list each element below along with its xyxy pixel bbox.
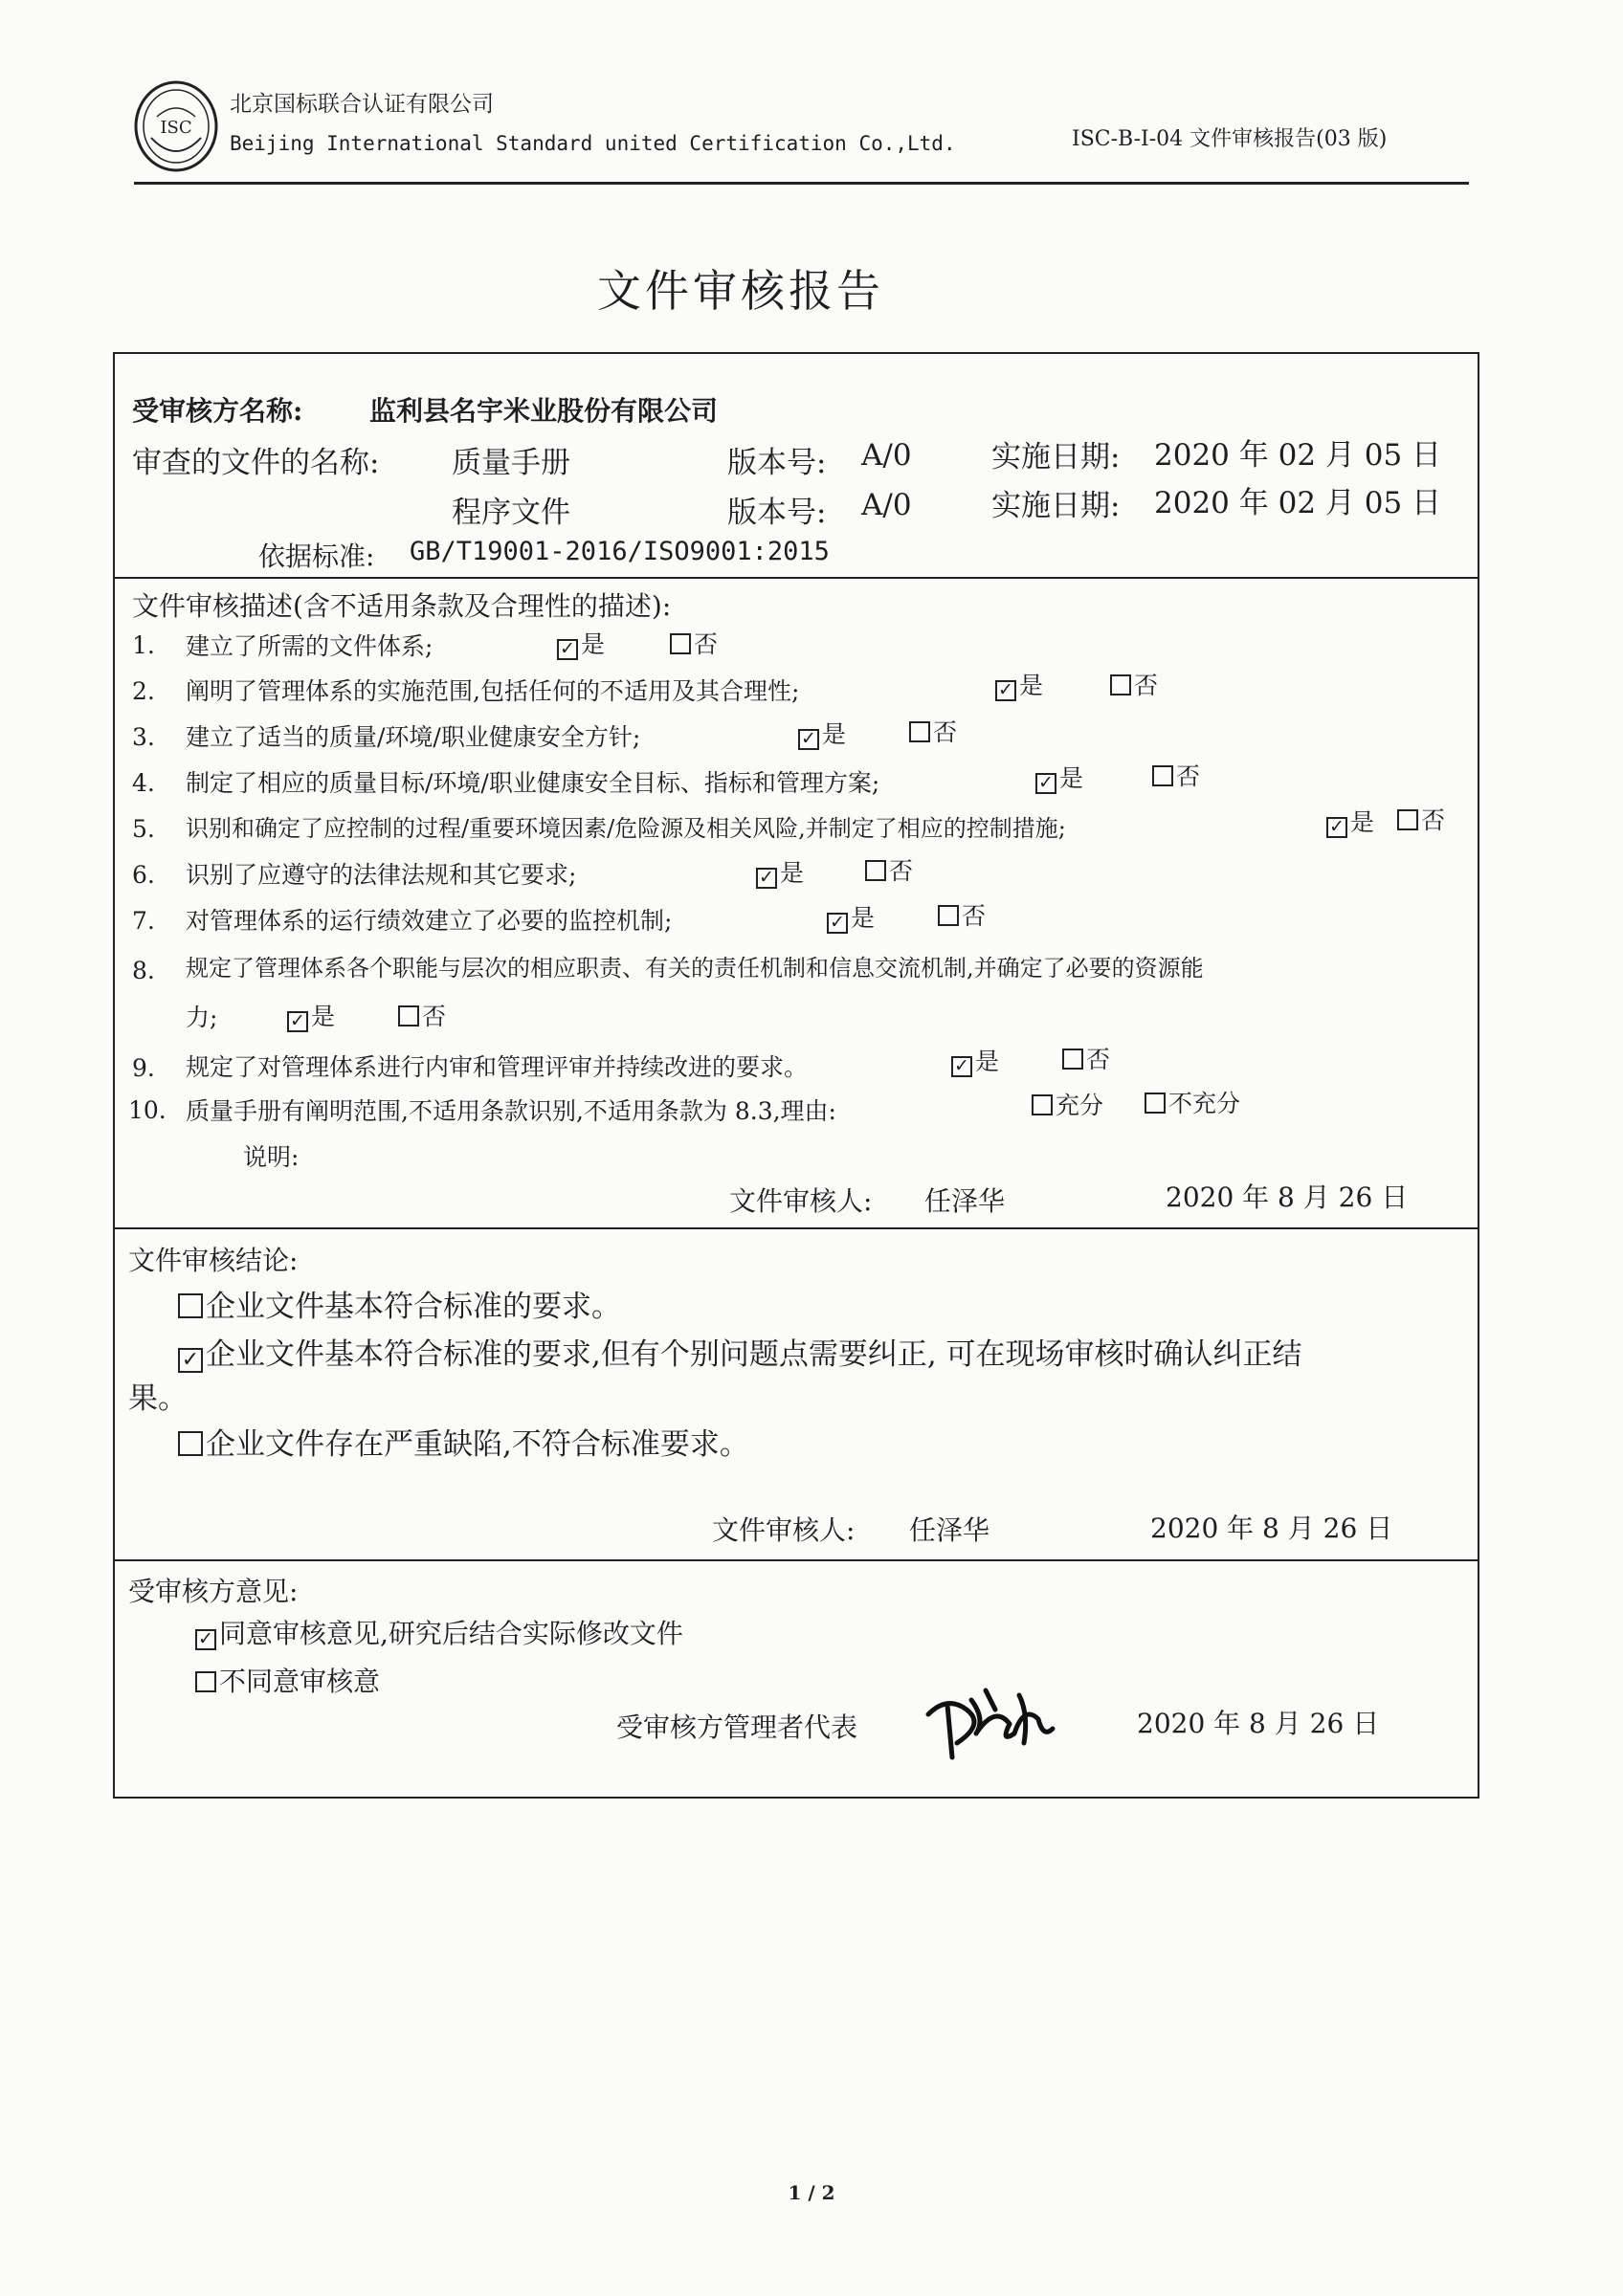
item-number: 1. xyxy=(132,631,155,659)
checkbox-checked[interactable]: ✓ xyxy=(827,913,848,934)
section-divider xyxy=(113,1227,1479,1229)
item-no-option: 否 xyxy=(865,852,913,887)
checkbox-unchecked[interactable] xyxy=(195,1671,216,1692)
item-text-cont: 力; xyxy=(186,1004,218,1031)
item-number: 8. xyxy=(132,957,155,984)
doc-name: 程序文件 xyxy=(452,496,570,530)
item-text: 制定了相应的质量目标/环境/职业健康安全目标、指标和管理方案; xyxy=(186,769,880,797)
item-number: 3. xyxy=(132,723,155,751)
review-heading: 文件审核描述(含不适用条款及合理性的描述): xyxy=(132,590,672,622)
item-text: 建立了适当的质量/环境/职业健康安全方针; xyxy=(186,723,641,751)
opinion-heading: 受审核方意见: xyxy=(128,1576,299,1607)
form-code: ISC-B-I-04 文件审核报告(03 版) xyxy=(1072,127,1388,151)
reviewer-label: 文件审核人: xyxy=(729,1185,873,1217)
checkbox-unchecked[interactable] xyxy=(938,905,959,926)
doc-version-label: 版本号: xyxy=(727,496,827,530)
sufficient-option: 充分 xyxy=(1032,1087,1103,1121)
item-text: 建立了所需的文件体系; xyxy=(186,632,434,660)
conclusion-option: ✓ 企业文件基本符合标准的要求,但有个别问题点需要纠正, 可在现场审核时确认纠正结 xyxy=(178,1330,1302,1373)
item-no-option: 否 xyxy=(938,897,986,932)
company-name-cn: 北京国标联合认证有限公司 xyxy=(230,92,494,117)
rep-label: 受审核方管理者代表 xyxy=(616,1711,858,1743)
handwritten-signature xyxy=(919,1676,1062,1762)
checkbox-unchecked[interactable] xyxy=(1152,765,1173,786)
item-text: 规定了对管理体系进行内审和管理评审并持续改进的要求。 xyxy=(186,1053,809,1081)
auditee-name: 监利县名宇米业股份有限公司 xyxy=(369,395,719,427)
checkbox-checked[interactable]: ✓ xyxy=(951,1056,972,1077)
item-text: 阐明了管理体系的实施范围,包括任何的不适用及其合理性; xyxy=(186,677,800,705)
checkbox-unchecked[interactable] xyxy=(1397,809,1418,830)
doc-version: A/0 xyxy=(861,488,912,522)
item-text: 规定了管理体系各个职能与层次的相应职责、有关的责任机制和信息交流机制,并确定了必要的资源能 xyxy=(186,955,1204,982)
doc-date: 2020 年 02 月 05 日 xyxy=(1154,438,1442,473)
checkbox-unchecked[interactable] xyxy=(1032,1094,1053,1115)
page-title: 文件审核报告 xyxy=(597,265,884,317)
conclusion-option-cont: 果。 xyxy=(128,1381,188,1416)
note-label: 说明: xyxy=(243,1143,300,1171)
item-no-option: 否 xyxy=(1110,667,1158,701)
doc-name: 质量手册 xyxy=(452,446,570,480)
item-no-option: 否 xyxy=(1062,1041,1110,1075)
opinion-date: 2020 年 8 月 26 日 xyxy=(1137,1708,1380,1739)
doc-version: A/0 xyxy=(861,438,912,473)
item-number: 10. xyxy=(128,1096,167,1124)
checkbox-checked[interactable]: ✓ xyxy=(557,639,578,660)
checkbox-unchecked[interactable] xyxy=(1062,1049,1083,1070)
opinion-option: ✓ 同意审核意见,研究后结合实际修改文件 xyxy=(195,1613,683,1651)
conclusion-date: 2020 年 8 月 26 日 xyxy=(1150,1512,1393,1544)
checkbox-unchecked[interactable] xyxy=(1145,1093,1166,1114)
doc-date: 2020 年 02 月 05 日 xyxy=(1154,486,1442,520)
checkbox-checked[interactable]: ✓ xyxy=(287,1011,308,1032)
item-no-option: 否 xyxy=(670,626,718,660)
item-number: 6. xyxy=(132,861,155,889)
item-no-option: 否 xyxy=(909,714,957,748)
checkbox-unchecked[interactable] xyxy=(865,860,886,881)
checkbox-checked[interactable]: ✓ xyxy=(1326,817,1347,838)
item-yes-option: ✓ 是 xyxy=(287,998,335,1032)
review-date: 2020 年 8 月 26 日 xyxy=(1166,1181,1409,1213)
item-yes-option: ✓ 是 xyxy=(995,667,1043,701)
item-no-option: 否 xyxy=(1152,758,1200,792)
checkbox-unchecked[interactable] xyxy=(909,721,930,742)
item-yes-option: ✓ 是 xyxy=(1326,804,1374,838)
item-text: 对管理体系的运行绩效建立了必要的监控机制; xyxy=(186,907,673,935)
checkbox-unchecked[interactable] xyxy=(670,633,691,654)
doc-date-label: 实施日期: xyxy=(991,440,1121,475)
item-no-option: 否 xyxy=(398,998,446,1032)
item-yes-option: ✓ 是 xyxy=(798,716,846,750)
item-number: 4. xyxy=(132,769,155,797)
checkbox-unchecked[interactable] xyxy=(178,1431,203,1456)
page-number: 1 / 2 xyxy=(788,2181,835,2204)
checkbox-unchecked[interactable] xyxy=(398,1005,419,1027)
item-yes-option: ✓ 是 xyxy=(827,899,875,934)
checkbox-unchecked[interactable] xyxy=(1110,674,1131,695)
item-number: 7. xyxy=(132,907,155,935)
doc-version-label: 版本号: xyxy=(727,446,827,480)
section-divider xyxy=(113,577,1479,579)
item-number: 5. xyxy=(132,815,155,843)
item-number: 9. xyxy=(132,1054,155,1082)
checkbox-unchecked[interactable] xyxy=(178,1293,203,1318)
item-yes-option: ✓ 是 xyxy=(1035,760,1083,794)
reviewer-name: 任泽华 xyxy=(924,1185,1006,1217)
checkbox-checked[interactable]: ✓ xyxy=(798,729,819,750)
checkbox-checked[interactable]: ✓ xyxy=(195,1629,216,1650)
insufficient-option: 不充分 xyxy=(1145,1085,1240,1119)
checkbox-checked[interactable]: ✓ xyxy=(756,868,777,889)
standard-label: 依据标准: xyxy=(258,541,375,572)
item-yes-option: ✓ 是 xyxy=(557,626,605,660)
company-name-en: Beijing International Standard united Certification Co.,Ltd. xyxy=(230,132,956,155)
section-divider xyxy=(113,1559,1479,1561)
checkbox-checked[interactable]: ✓ xyxy=(178,1348,203,1373)
reviewer-name: 任泽华 xyxy=(909,1514,990,1546)
header-rule xyxy=(134,182,1469,185)
item-text: 质量手册有阐明范围,不适用条款识别,不适用条款为 8.3,理由: xyxy=(186,1097,836,1125)
documents-label: 审查的文件的名称: xyxy=(132,446,380,480)
company-logo xyxy=(132,78,220,174)
checkbox-checked[interactable]: ✓ xyxy=(995,680,1016,701)
item-no-option: 否 xyxy=(1397,802,1445,836)
svg-text:ISC: ISC xyxy=(160,118,192,138)
conclusion-heading: 文件审核结论: xyxy=(128,1245,299,1276)
item-number: 2. xyxy=(132,677,155,705)
item-yes-option: ✓ 是 xyxy=(951,1043,999,1077)
checkbox-checked[interactable]: ✓ xyxy=(1035,773,1056,794)
doc-date-label: 实施日期: xyxy=(991,489,1121,523)
conclusion-option: 企业文件基本符合标准的要求。 xyxy=(178,1282,621,1325)
standard-value: GB/T19001-2016/ISO9001:2015 xyxy=(410,537,830,566)
opinion-option: 不同意审核意 xyxy=(195,1661,380,1699)
reviewer-label: 文件审核人: xyxy=(712,1514,856,1546)
item-text: 识别了应遵守的法律法规和其它要求; xyxy=(186,861,577,889)
item-text: 识别和确定了应控制的过程/重要环境因素/危险源及相关风险,并制定了相应的控制措施; xyxy=(186,815,1066,842)
conclusion-option: 企业文件存在严重缺陷,不符合标准要求。 xyxy=(178,1420,749,1463)
auditee-label: 受审核方名称: xyxy=(132,395,303,427)
item-yes-option: ✓ 是 xyxy=(756,854,804,889)
